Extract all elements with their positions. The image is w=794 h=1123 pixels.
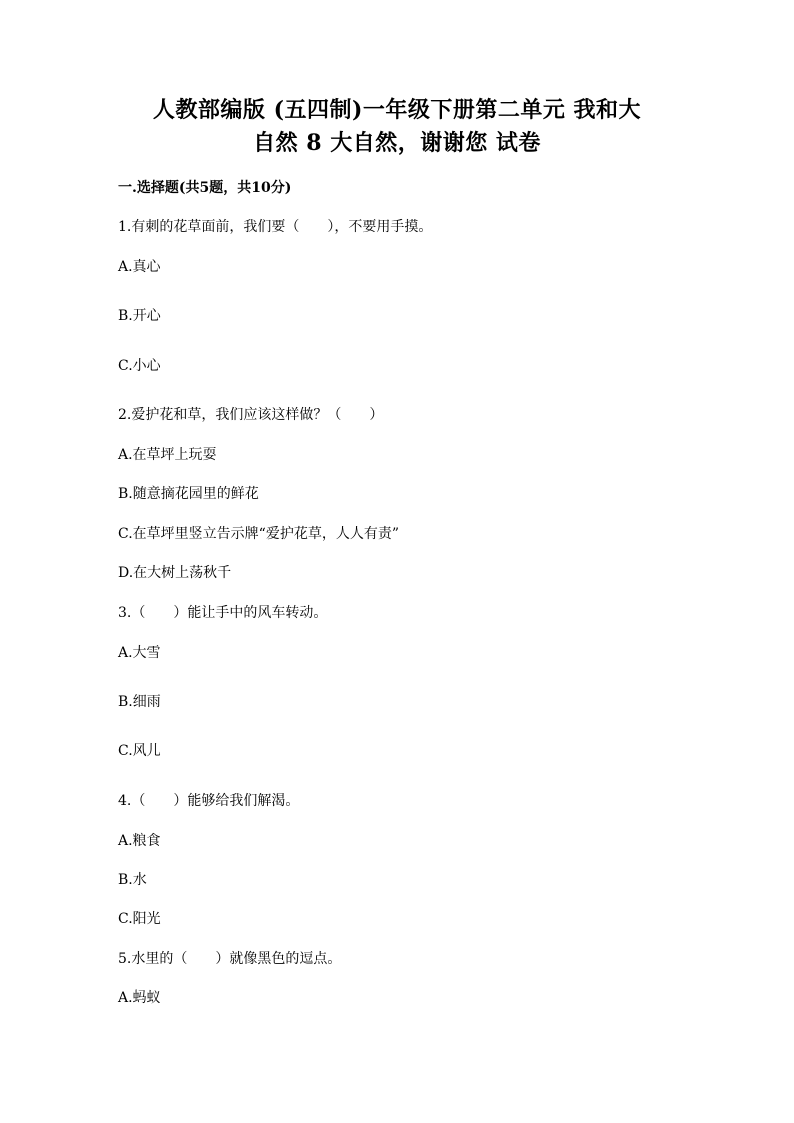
- question-2-option-d: D.在大树上荡秋千: [118, 565, 232, 581]
- question-3-option-a: A.大雪: [118, 645, 161, 661]
- question-1-option-c: C.小心: [118, 358, 161, 374]
- question-4-stem: 4.（ ）能够给我们解渴。: [118, 793, 300, 809]
- question-1-option-a: A.真心: [118, 259, 161, 275]
- page-title: [110, 94, 684, 160]
- question-4-option-b: B.水: [118, 872, 147, 888]
- section-heading: 一.选择题(共5题，共10分): [118, 180, 292, 196]
- question-4-option-a: A.粮食: [118, 833, 161, 849]
- question-4-option-c: C.阳光: [118, 911, 161, 927]
- title-line-1: 人教部编版 (五四制)一年级下册第二单元 我和大: [152, 97, 642, 123]
- question-5-stem: 5.水里的（ ）就像黑色的逗点。: [118, 951, 342, 967]
- question-2-stem: 2.爱护花和草，我们应该这样做？（ ）: [118, 407, 384, 423]
- question-2-option-b: B.随意摘花园里的鲜花: [118, 486, 259, 502]
- title-line-2: 自然 8 大自然，谢谢您 试卷: [253, 130, 541, 156]
- question-1-stem: 1.有刺的花草面前，我们要（ ），不要用手摸。: [118, 219, 433, 235]
- question-2-option-a: A.在草坪上玩耍: [118, 447, 217, 463]
- question-3-option-b: B.细雨: [118, 694, 161, 710]
- question-2-option-c: C.在草坪里竖立告示牌“爱护花草，人人有责”: [118, 526, 399, 542]
- question-1-option-b: B.开心: [118, 308, 161, 324]
- question-5-option-a: A.蚂蚁: [118, 990, 161, 1006]
- question-3-stem: 3.（ ）能让手中的风车转动。: [118, 605, 328, 621]
- question-3-option-c: C.风儿: [118, 743, 161, 759]
